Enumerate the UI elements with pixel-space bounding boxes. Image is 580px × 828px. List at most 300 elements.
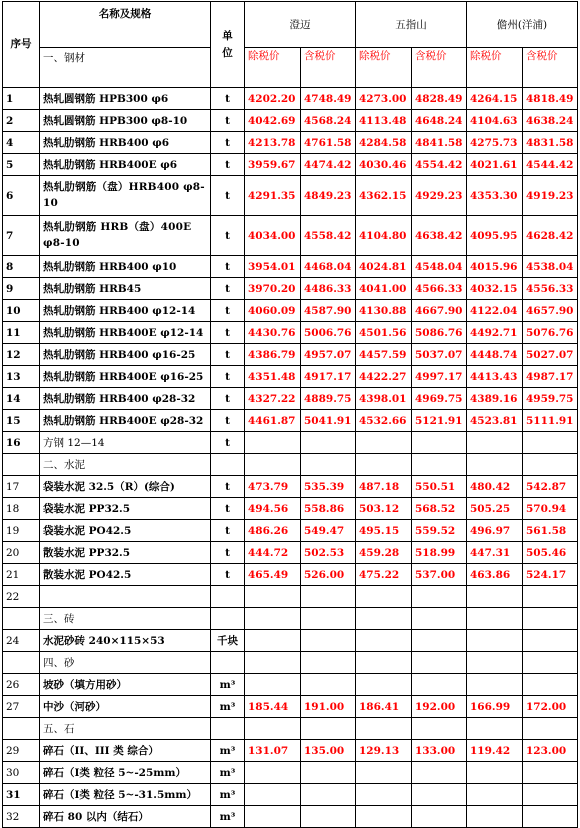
row-seq: 12 — [3, 344, 40, 366]
row-unit: t — [211, 256, 245, 278]
price-inc-tax: 4929.23 — [412, 176, 467, 216]
price-inc-tax — [301, 762, 356, 784]
price-inc-tax: 570.94 — [523, 498, 578, 520]
price-ex-tax — [245, 674, 301, 696]
price-ex-tax: 3959.67 — [245, 154, 301, 176]
empty-cell — [301, 652, 356, 674]
price-inc-tax: 133.00 — [412, 740, 467, 762]
price-ex-tax: 4353.30 — [467, 176, 523, 216]
price-ex-tax — [356, 762, 412, 784]
price-ex-tax: 4448.74 — [467, 344, 523, 366]
subheader-ex-tax: 除税价 — [245, 48, 301, 88]
table-row — [3, 674, 578, 696]
price-inc-tax: 4556.33 — [523, 278, 578, 300]
header-region-wuzhishan: 五指山 — [356, 2, 467, 48]
section-steel: 一、钢材 — [40, 48, 211, 88]
price-inc-tax: 549.47 — [301, 520, 356, 542]
table-row — [3, 696, 578, 718]
price-inc-tax: 135.00 — [301, 740, 356, 762]
table-row — [3, 476, 578, 498]
price-inc-tax: 524.17 — [523, 564, 578, 586]
subheader-row — [3, 48, 578, 88]
empty-cell — [412, 718, 467, 740]
table-row — [3, 216, 578, 256]
price-inc-tax: 4997.17 — [412, 366, 467, 388]
price-ex-tax: 4327.22 — [245, 388, 301, 410]
price-ex-tax: 4104.63 — [467, 110, 523, 132]
price-ex-tax — [467, 762, 523, 784]
price-inc-tax — [301, 674, 356, 696]
price-inc-tax: 4548.04 — [412, 256, 467, 278]
row-name: 碎石（I类 粒径 5~-25mm） — [40, 762, 211, 784]
table-row — [3, 176, 578, 216]
row-name: 热轧肋钢筋 HRB45 — [40, 278, 211, 300]
row-seq: 21 — [3, 564, 40, 586]
price-inc-tax — [523, 586, 578, 608]
row-name: 中沙（河砂） — [40, 696, 211, 718]
table-row — [3, 88, 578, 110]
price-ex-tax: 4398.01 — [356, 388, 412, 410]
price-ex-tax: 4041.00 — [356, 278, 412, 300]
row-unit: t — [211, 322, 245, 344]
subheader-inc-tax: 含税价 — [412, 48, 467, 88]
price-inc-tax: 4818.49 — [523, 88, 578, 110]
price-inc-tax: 537.00 — [412, 564, 467, 586]
row-unit: m³ — [211, 806, 245, 828]
price-ex-tax: 4532.66 — [356, 410, 412, 432]
price-ex-tax: 4113.48 — [356, 110, 412, 132]
price-ex-tax: 4024.81 — [356, 256, 412, 278]
price-ex-tax: 4422.27 — [356, 366, 412, 388]
row-unit: t — [211, 432, 245, 454]
row-seq: 7 — [3, 216, 40, 256]
row-seq: 16 — [3, 432, 40, 454]
row-unit: 千块 — [211, 630, 245, 652]
price-ex-tax: 4202.20 — [245, 88, 301, 110]
row-name: 水泥砂砖 240×115×53 — [40, 630, 211, 652]
table-row — [3, 806, 578, 828]
price-ex-tax: 4275.73 — [467, 132, 523, 154]
row-name: 碎石 80 以内（结石） — [40, 806, 211, 828]
row-name: 热轧肋钢筋 HRB400E φ12-14 — [40, 322, 211, 344]
price-inc-tax: 502.53 — [301, 542, 356, 564]
price-ex-tax: 4015.96 — [467, 256, 523, 278]
price-ex-tax — [356, 432, 412, 454]
price-ex-tax: 186.41 — [356, 696, 412, 718]
price-inc-tax: 526.00 — [301, 564, 356, 586]
price-ex-tax — [467, 674, 523, 696]
subheader-ex-tax: 除税价 — [356, 48, 412, 88]
price-ex-tax: 494.56 — [245, 498, 301, 520]
price-ex-tax: 4122.04 — [467, 300, 523, 322]
price-inc-tax: 4657.90 — [523, 300, 578, 322]
section-row-brick — [3, 608, 578, 630]
row-seq: 17 — [3, 476, 40, 498]
price-ex-tax: 4501.56 — [356, 322, 412, 344]
row-seq: 19 — [3, 520, 40, 542]
row-unit: m³ — [211, 674, 245, 696]
empty-cell — [412, 454, 467, 476]
row-unit: t — [211, 300, 245, 322]
row-name: 热轧肋钢筋 HRB400 φ16-25 — [40, 344, 211, 366]
row-name: 碎石（I类 粒径 5~-31.5mm） — [40, 784, 211, 806]
row-unit: t — [211, 388, 245, 410]
section-sand: 四、砂 — [40, 652, 211, 674]
price-inc-tax — [412, 586, 467, 608]
row-unit: t — [211, 366, 245, 388]
empty-cell — [467, 608, 523, 630]
section-cement: 二、水泥 — [40, 454, 211, 476]
table-row — [3, 410, 578, 432]
row-seq: 32 — [3, 806, 40, 828]
price-inc-tax: 4538.04 — [523, 256, 578, 278]
price-ex-tax: 487.18 — [356, 476, 412, 498]
price-table — [2, 1, 578, 828]
price-inc-tax: 4969.75 — [412, 388, 467, 410]
price-inc-tax: 5037.07 — [412, 344, 467, 366]
empty-cell — [467, 718, 523, 740]
row-name: 碎石（II、III 类 综合） — [40, 740, 211, 762]
price-inc-tax: 5086.76 — [412, 322, 467, 344]
row-name: 散装水泥 PO42.5 — [40, 564, 211, 586]
empty-cell — [523, 718, 578, 740]
price-ex-tax: 4291.35 — [245, 176, 301, 216]
row-unit: t — [211, 476, 245, 498]
row-seq: 26 — [3, 674, 40, 696]
price-inc-tax: 4919.23 — [523, 176, 578, 216]
row-name: 热轧圆钢筋 HPB300 φ6 — [40, 88, 211, 110]
price-inc-tax: 4748.49 — [301, 88, 356, 110]
price-ex-tax: 459.28 — [356, 542, 412, 564]
row-seq: 9 — [3, 278, 40, 300]
price-ex-tax: 4386.79 — [245, 344, 301, 366]
row-name: 热轧肋钢筋 HRB400E φ16-25 — [40, 366, 211, 388]
price-ex-tax: 463.86 — [467, 564, 523, 586]
price-ex-tax: 505.25 — [467, 498, 523, 520]
header-unit: 单位 — [211, 2, 245, 88]
price-ex-tax — [467, 586, 523, 608]
price-ex-tax: 4104.80 — [356, 216, 412, 256]
price-inc-tax: 4568.24 — [301, 110, 356, 132]
price-inc-tax: 4587.90 — [301, 300, 356, 322]
subheader-inc-tax: 含税价 — [523, 48, 578, 88]
price-inc-tax: 561.58 — [523, 520, 578, 542]
price-ex-tax — [245, 784, 301, 806]
price-inc-tax: 4987.17 — [523, 366, 578, 388]
empty-cell — [3, 454, 40, 476]
row-unit: t — [211, 344, 245, 366]
price-ex-tax: 4389.16 — [467, 388, 523, 410]
price-inc-tax: 4761.58 — [301, 132, 356, 154]
price-inc-tax: 4558.42 — [301, 216, 356, 256]
price-ex-tax: 3954.01 — [245, 256, 301, 278]
price-inc-tax: 535.39 — [301, 476, 356, 498]
empty-cell — [3, 718, 40, 740]
row-unit: t — [211, 410, 245, 432]
price-inc-tax: 542.87 — [523, 476, 578, 498]
price-ex-tax — [467, 806, 523, 828]
price-ex-tax: 166.99 — [467, 696, 523, 718]
price-ex-tax: 4032.15 — [467, 278, 523, 300]
row-seq: 6 — [3, 176, 40, 216]
price-inc-tax: 4917.17 — [301, 366, 356, 388]
price-inc-tax — [301, 630, 356, 652]
price-ex-tax: 4461.87 — [245, 410, 301, 432]
row-name: 热轧肋钢筋 HRB400 φ12-14 — [40, 300, 211, 322]
row-seq: 22 — [3, 586, 40, 608]
price-inc-tax: 5027.07 — [523, 344, 578, 366]
price-inc-tax — [301, 432, 356, 454]
header-row — [3, 2, 578, 48]
row-seq: 24 — [3, 630, 40, 652]
price-ex-tax: 4492.71 — [467, 322, 523, 344]
row-unit: t — [211, 110, 245, 132]
row-unit: m³ — [211, 762, 245, 784]
empty-cell — [356, 718, 412, 740]
row-seq: 14 — [3, 388, 40, 410]
price-inc-tax — [412, 674, 467, 696]
price-inc-tax: 4566.33 — [412, 278, 467, 300]
row-unit: m³ — [211, 696, 245, 718]
price-ex-tax — [245, 432, 301, 454]
price-inc-tax — [412, 762, 467, 784]
row-unit: t — [211, 564, 245, 586]
price-ex-tax — [356, 784, 412, 806]
price-inc-tax — [523, 806, 578, 828]
price-ex-tax: 4351.48 — [245, 366, 301, 388]
table-row — [3, 366, 578, 388]
row-unit: t — [211, 154, 245, 176]
price-ex-tax: 4362.15 — [356, 176, 412, 216]
row-unit: m³ — [211, 740, 245, 762]
table-row — [3, 322, 578, 344]
price-ex-tax: 4457.59 — [356, 344, 412, 366]
empty-cell — [356, 608, 412, 630]
price-inc-tax: 4554.42 — [412, 154, 467, 176]
price-inc-tax: 4957.07 — [301, 344, 356, 366]
table-row — [3, 784, 578, 806]
price-inc-tax: 4638.42 — [412, 216, 467, 256]
empty-cell — [245, 718, 301, 740]
empty-cell — [301, 718, 356, 740]
price-inc-tax: 4828.49 — [412, 88, 467, 110]
row-unit — [211, 586, 245, 608]
row-name: 热轧肋钢筋 HRB400E φ6 — [40, 154, 211, 176]
price-ex-tax: 486.26 — [245, 520, 301, 542]
empty-cell — [211, 718, 245, 740]
price-ex-tax: 496.97 — [467, 520, 523, 542]
price-table-wrapper — [2, 1, 578, 828]
price-ex-tax: 480.42 — [467, 476, 523, 498]
price-inc-tax: 505.46 — [523, 542, 578, 564]
price-inc-tax: 4849.23 — [301, 176, 356, 216]
table-row — [3, 586, 578, 608]
price-ex-tax — [356, 806, 412, 828]
row-name: 热轧肋钢筋 HRB400 φ28-32 — [40, 388, 211, 410]
price-inc-tax — [412, 784, 467, 806]
row-seq: 15 — [3, 410, 40, 432]
row-name: 热轧肋钢筋 HRB400 φ6 — [40, 132, 211, 154]
price-ex-tax: 4034.00 — [245, 216, 301, 256]
row-seq: 5 — [3, 154, 40, 176]
row-name: 热轧肋钢筋 HRB400E φ28-32 — [40, 410, 211, 432]
price-inc-tax: 5121.91 — [412, 410, 467, 432]
empty-cell — [467, 454, 523, 476]
row-seq: 31 — [3, 784, 40, 806]
price-inc-tax — [301, 784, 356, 806]
price-ex-tax: 465.49 — [245, 564, 301, 586]
price-inc-tax: 191.00 — [301, 696, 356, 718]
price-ex-tax: 473.79 — [245, 476, 301, 498]
row-seq: 18 — [3, 498, 40, 520]
price-ex-tax: 4413.43 — [467, 366, 523, 388]
table-row — [3, 388, 578, 410]
price-ex-tax: 4130.88 — [356, 300, 412, 322]
price-inc-tax: 123.00 — [523, 740, 578, 762]
price-ex-tax — [467, 784, 523, 806]
section-row-cement — [3, 454, 578, 476]
price-ex-tax: 4430.76 — [245, 322, 301, 344]
price-inc-tax: 4889.75 — [301, 388, 356, 410]
price-inc-tax — [412, 630, 467, 652]
section-row-stone — [3, 718, 578, 740]
price-ex-tax: 4042.69 — [245, 110, 301, 132]
price-inc-tax — [523, 630, 578, 652]
table-row — [3, 300, 578, 322]
price-ex-tax — [467, 432, 523, 454]
empty-cell — [412, 608, 467, 630]
price-inc-tax: 518.99 — [412, 542, 467, 564]
price-ex-tax: 4095.95 — [467, 216, 523, 256]
price-ex-tax: 447.31 — [467, 542, 523, 564]
header-region-danzhou: 儋州(洋浦) — [467, 2, 578, 48]
row-seq: 8 — [3, 256, 40, 278]
row-name: 坡砂（填方用砂） — [40, 674, 211, 696]
price-inc-tax: 4841.58 — [412, 132, 467, 154]
price-inc-tax: 568.52 — [412, 498, 467, 520]
row-seq: 11 — [3, 322, 40, 344]
empty-cell — [523, 652, 578, 674]
header-name: 名称及规格 — [40, 2, 211, 48]
row-seq: 2 — [3, 110, 40, 132]
table-row — [3, 762, 578, 784]
price-ex-tax — [245, 586, 301, 608]
table-row — [3, 110, 578, 132]
empty-cell — [301, 454, 356, 476]
price-ex-tax — [245, 630, 301, 652]
empty-cell — [211, 652, 245, 674]
price-inc-tax — [412, 432, 467, 454]
price-ex-tax — [245, 762, 301, 784]
price-ex-tax: 503.12 — [356, 498, 412, 520]
table-row — [3, 432, 578, 454]
price-ex-tax: 4021.61 — [467, 154, 523, 176]
table-row — [3, 278, 578, 300]
subheader-ex-tax: 除税价 — [467, 48, 523, 88]
price-ex-tax — [356, 586, 412, 608]
price-ex-tax: 475.22 — [356, 564, 412, 586]
price-ex-tax: 4273.00 — [356, 88, 412, 110]
price-ex-tax: 4213.78 — [245, 132, 301, 154]
price-inc-tax — [301, 806, 356, 828]
price-inc-tax: 4468.04 — [301, 256, 356, 278]
price-ex-tax — [356, 674, 412, 696]
empty-cell — [356, 652, 412, 674]
price-ex-tax: 129.13 — [356, 740, 412, 762]
price-inc-tax: 172.00 — [523, 696, 578, 718]
row-name: 方钢 12—14 — [40, 432, 211, 454]
row-name: 热轧肋钢筋（盘）HRB400 φ8-10 — [40, 176, 211, 216]
row-unit: t — [211, 498, 245, 520]
row-name: 散装水泥 PP32.5 — [40, 542, 211, 564]
price-inc-tax — [301, 586, 356, 608]
section-row-sand — [3, 652, 578, 674]
price-ex-tax: 119.42 — [467, 740, 523, 762]
row-name: 热轧圆钢筋 HPB300 φ8-10 — [40, 110, 211, 132]
row-unit: t — [211, 132, 245, 154]
row-seq: 4 — [3, 132, 40, 154]
row-seq: 30 — [3, 762, 40, 784]
row-name — [40, 586, 211, 608]
table-row — [3, 542, 578, 564]
price-ex-tax: 4030.46 — [356, 154, 412, 176]
empty-cell — [3, 652, 40, 674]
row-seq: 13 — [3, 366, 40, 388]
row-name: 袋装水泥 PO42.5 — [40, 520, 211, 542]
price-inc-tax: 550.51 — [412, 476, 467, 498]
price-inc-tax: 5111.91 — [523, 410, 578, 432]
price-ex-tax: 131.07 — [245, 740, 301, 762]
section-stone: 五、石 — [40, 718, 211, 740]
price-inc-tax — [523, 432, 578, 454]
row-seq: 10 — [3, 300, 40, 322]
empty-cell — [211, 608, 245, 630]
row-unit: t — [211, 542, 245, 564]
empty-cell — [301, 608, 356, 630]
table-row — [3, 520, 578, 542]
price-inc-tax — [523, 784, 578, 806]
price-inc-tax: 4638.24 — [523, 110, 578, 132]
empty-cell — [3, 608, 40, 630]
empty-cell — [245, 652, 301, 674]
empty-cell — [523, 454, 578, 476]
price-inc-tax: 4831.58 — [523, 132, 578, 154]
row-unit: t — [211, 176, 245, 216]
price-inc-tax: 4486.33 — [301, 278, 356, 300]
table-row — [3, 154, 578, 176]
price-inc-tax: 5041.91 — [301, 410, 356, 432]
row-seq: 1 — [3, 88, 40, 110]
table-row — [3, 132, 578, 154]
table-row — [3, 498, 578, 520]
subheader-inc-tax: 含税价 — [301, 48, 356, 88]
row-unit: t — [211, 520, 245, 542]
table-row — [3, 256, 578, 278]
table-row — [3, 740, 578, 762]
price-ex-tax: 4060.09 — [245, 300, 301, 322]
header-seq: 序号 — [3, 2, 40, 88]
price-inc-tax: 4544.42 — [523, 154, 578, 176]
price-inc-tax — [523, 674, 578, 696]
price-ex-tax — [245, 806, 301, 828]
price-ex-tax: 4284.58 — [356, 132, 412, 154]
row-unit: t — [211, 88, 245, 110]
price-inc-tax — [523, 762, 578, 784]
price-inc-tax: 559.52 — [412, 520, 467, 542]
row-unit: m³ — [211, 784, 245, 806]
price-inc-tax: 4648.24 — [412, 110, 467, 132]
price-inc-tax — [412, 806, 467, 828]
